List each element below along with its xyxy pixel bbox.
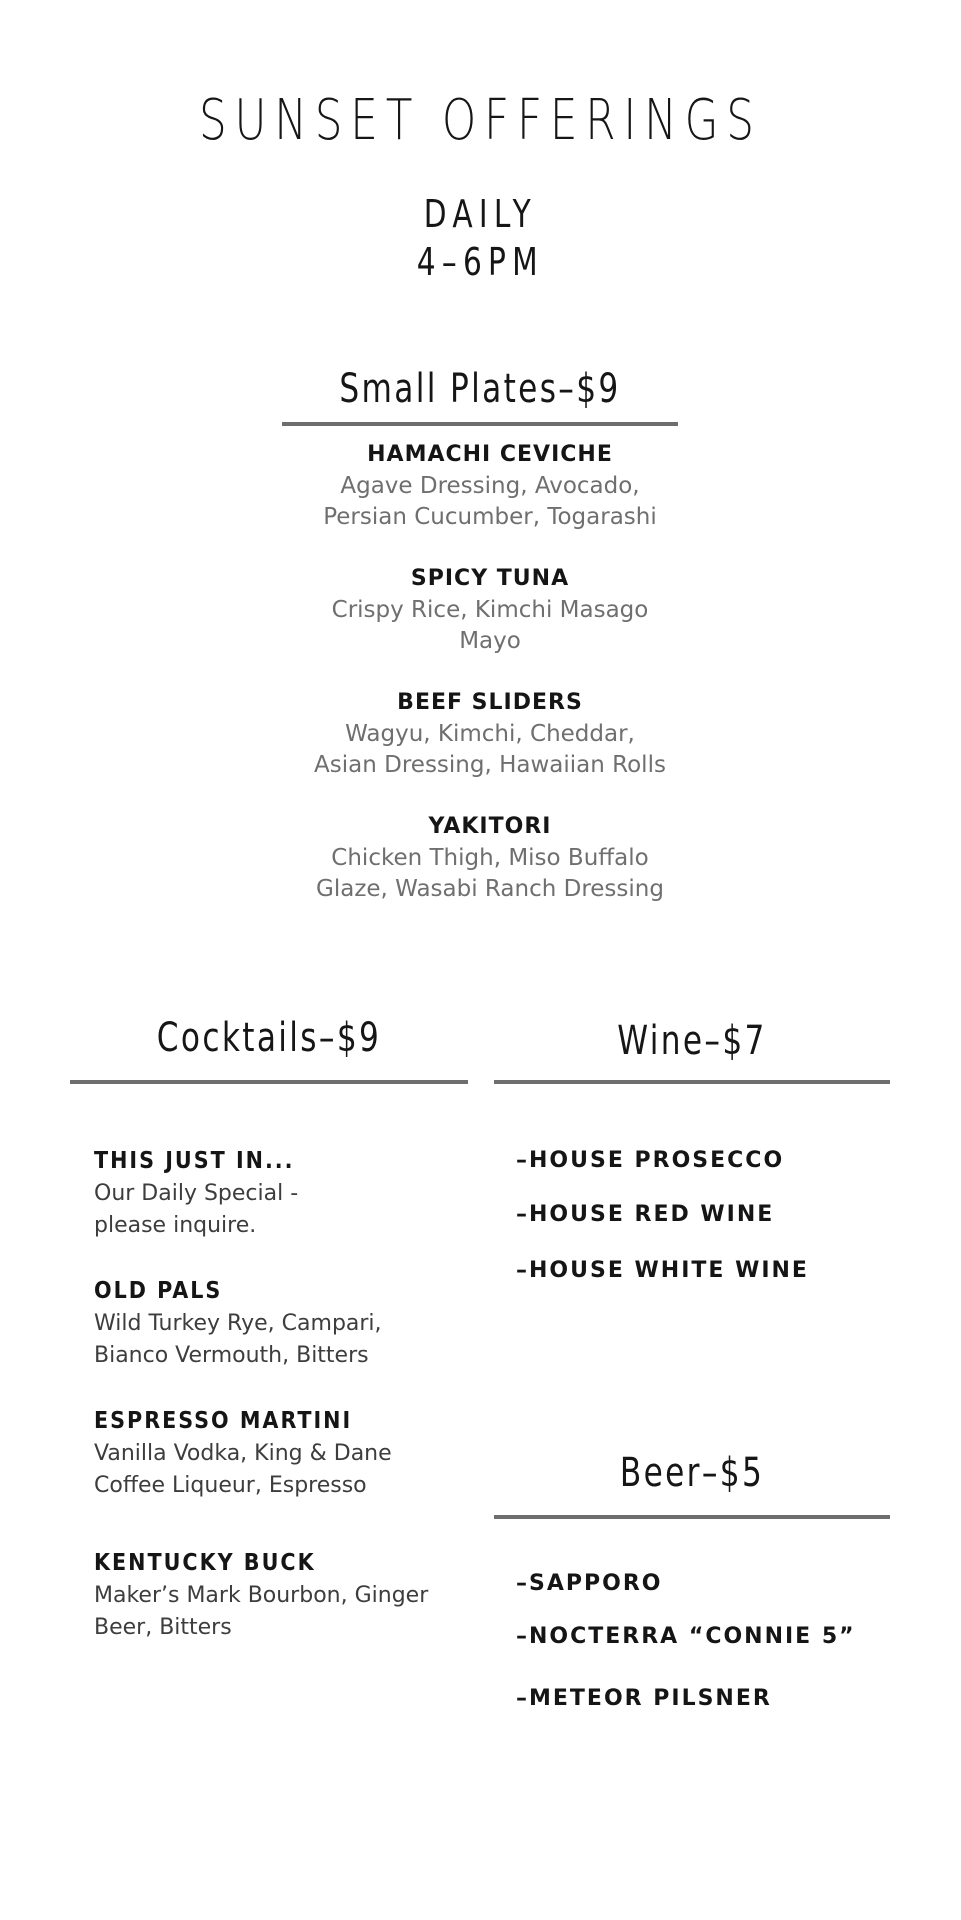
- cocktail-desc-line: Coffee Liqueur, Espresso: [94, 1473, 367, 1498]
- menu-title: SUNSET OFFERINGS: [198, 88, 762, 153]
- plate-name: YAKITORI: [428, 814, 552, 839]
- plate-desc-line: Glaze, Wasabi Ranch Dressing: [316, 876, 664, 902]
- plate-item: [260, 566, 720, 657]
- plate-desc-line: Crispy Rice, Kimchi Masago: [331, 597, 649, 623]
- plate-item: [260, 690, 720, 781]
- cocktails-divider: [70, 1080, 468, 1084]
- wine-title: Wine–$7: [617, 1018, 767, 1064]
- cocktail-desc-line: please inquire.: [94, 1213, 257, 1238]
- plate-item: [260, 442, 720, 533]
- cocktail-item: [94, 1148, 474, 1242]
- cocktail-name: ESPRESSO MARTINI: [94, 1408, 353, 1434]
- plate-desc-line: Asian Dressing, Hawaiian Rolls: [314, 752, 666, 778]
- plate-desc-line: Wagyu, Kimchi, Cheddar,: [345, 721, 635, 747]
- cocktail-item: [94, 1278, 474, 1372]
- plate-desc-line: Mayo: [459, 628, 521, 654]
- beer-item: –METEOR PILSNER: [516, 1686, 772, 1711]
- cocktails-title: Cocktails–$9: [156, 1015, 382, 1061]
- plate-name: SPICY TUNA: [410, 566, 570, 591]
- beer-item: –SAPPORO: [516, 1571, 663, 1596]
- wine-item: –HOUSE RED WINE: [516, 1202, 775, 1227]
- plate-desc-line: Agave Dressing, Avocado,: [340, 473, 640, 499]
- cocktail-name: KENTUCKY BUCK: [94, 1550, 316, 1576]
- cocktail-item: [94, 1408, 474, 1502]
- wine-item: –HOUSE PROSECCO: [516, 1148, 785, 1173]
- plate-desc-line: Persian Cucumber, Togarashi: [323, 504, 657, 530]
- wine-item: –HOUSE WHITE WINE: [516, 1258, 809, 1283]
- plate-item: [260, 814, 720, 905]
- cocktail-name: OLD PALS: [94, 1278, 223, 1304]
- beer-title: Beer–$5: [619, 1450, 765, 1496]
- cocktail-desc-line: Wild Turkey Rye, Campari,: [94, 1311, 382, 1336]
- plate-desc-line: Chicken Thigh, Miso Buffalo: [331, 845, 649, 871]
- cocktail-desc-line: Beer, Bitters: [94, 1615, 232, 1640]
- cocktail-item: [94, 1550, 474, 1644]
- small-plates-divider: [282, 422, 678, 426]
- cocktail-name: THIS JUST IN...: [94, 1148, 295, 1174]
- beer-item: –NOCTERRA “CONNIE 5”: [516, 1624, 856, 1649]
- cocktail-desc-line: Our Daily Special -: [94, 1181, 299, 1206]
- cocktail-desc-line: Bianco Vermouth, Bitters: [94, 1343, 369, 1368]
- hours-label: 4–6PM: [416, 240, 544, 284]
- beer-divider: [494, 1515, 890, 1519]
- wine-divider: [494, 1080, 890, 1084]
- plate-name: BEEF SLIDERS: [397, 690, 583, 715]
- plate-name: HAMACHI CEVICHE: [367, 442, 613, 467]
- cocktail-desc-line: Vanilla Vodka, King & Dane: [94, 1441, 392, 1466]
- days-label: DAILY: [423, 192, 537, 236]
- cocktail-desc-line: Maker’s Mark Bourbon, Ginger: [94, 1583, 429, 1608]
- menu-hours: [106, 190, 856, 286]
- small-plates-title: Small Plates–$9: [339, 366, 621, 412]
